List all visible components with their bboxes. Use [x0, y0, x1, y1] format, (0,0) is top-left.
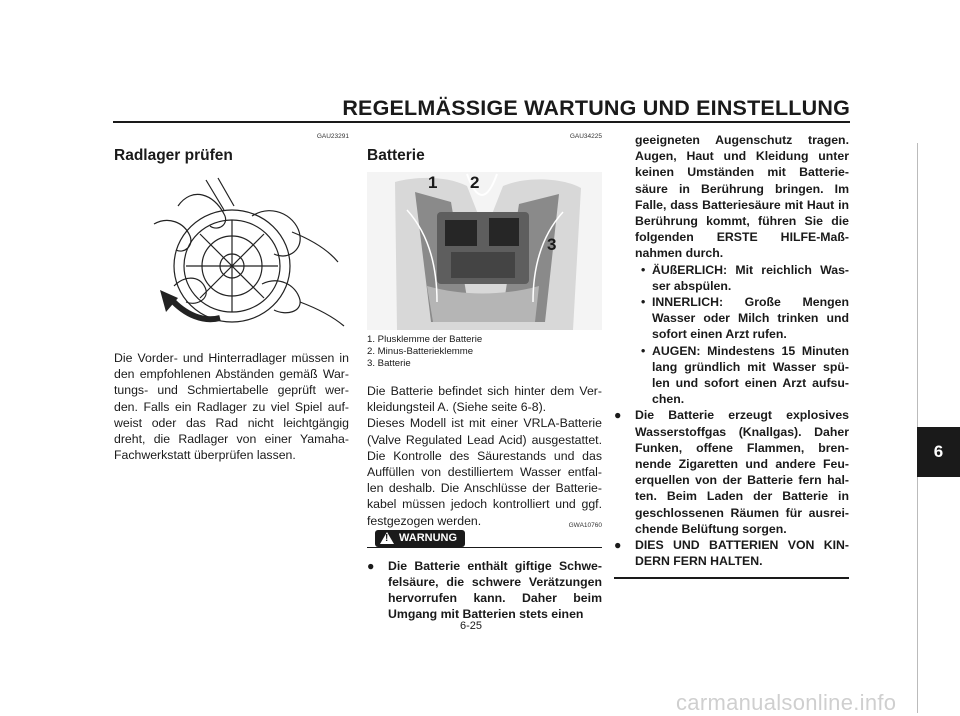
sub-bullet-icon: • — [641, 343, 646, 358]
page-header-title: REGELMÄSSIGE WARTUNG UND EINSTELLUNG — [342, 96, 850, 120]
chapter-tab[interactable]: 6 — [917, 427, 960, 477]
wheel-hand-drawing — [114, 166, 349, 346]
wheel-bearing-illustration — [114, 166, 349, 346]
warning-subitem-1: • ÄUßERLICH: Mit reichlich Was-ser abspülen. — [641, 262, 849, 293]
warning-item-2: ● Die Batterie erzeugt explosives Wasserstoffgas (Knallgas). Daher Funken, offene Flammen, bren-nende Zigaretten und andere Feu-erquellen von der Batterie fern hal-ten. Beim Laden der Batterie in geschlossenen Räumen für ausrei-chende Belüftung sorgen. — [614, 408, 849, 536]
bullet-icon: ● — [614, 538, 622, 553]
warning-rule — [367, 547, 602, 549]
caption-3: 3. Batterie — [367, 358, 411, 369]
bullet-icon: ● — [614, 408, 622, 423]
section-title: Radlager prüfen — [114, 147, 233, 164]
warning-item-1-cont-text: geeigneten Augenschutz tragen. Augen, Haut und Kleidung unter keinen Umständen mit Batterie-säure in Berührung bringen. Im Falle, dass Batteriesäure mit Haut in Berührung kommt, führen Sie die folgenden ERSTE HILFE-Maß-nahmen durch. — [635, 133, 849, 261]
warning-item-1-continued — [614, 132, 849, 262]
warning-header — [367, 521, 602, 552]
warning-item-1-text: Die Batterie enthält giftige Schwe-felsäure, die schwere Verätzungen hervorrufen kann. Daher beim Umgang mit Batterien stets einen — [388, 558, 602, 622]
sub-bullet-icon: • — [641, 262, 646, 277]
callout-2: 2 — [470, 173, 480, 192]
callout-1: 1 — [428, 173, 438, 192]
figure-captions — [367, 334, 602, 370]
warning-end-rule — [614, 577, 849, 579]
warning-code: GWA10760 — [568, 521, 602, 529]
caption-2: 2. Minus-Batterieklemme — [367, 346, 474, 357]
warning-item-1 — [367, 558, 602, 623]
warning-subitem-2: • INNERLICH: Große Mengen Wasser oder Milch trinken und sofort einen Arzt rufen. — [641, 295, 849, 342]
warning-item-3: ● DIES UND BATTERIEN VON KIN-DERN FERN HALTEN. — [614, 538, 849, 569]
battery-location-text: Die Batterie befindet sich hinter dem Ver-kleidungsteil A. (Siehe seite 6-8). — [367, 384, 602, 415]
bullet-icon: ● — [367, 558, 375, 573]
sub-bullet-icon: • — [641, 295, 646, 310]
battery-photo-drawing — [367, 172, 602, 330]
column-wheel-bearings — [114, 128, 349, 463]
column-battery — [367, 128, 602, 623]
warning-subitem-3: • AUGEN: Mindestens 15 Minuten lang gründlich mit Wasser spü-len und sofort einen Arzt aufsu-chen. — [641, 343, 849, 407]
watermark: carmanualsonline.info — [676, 690, 897, 715]
warning-badge: ! WARNUNG — [375, 530, 465, 547]
caption-1: 1. Plusklemme der Batterie — [367, 334, 483, 345]
wheel-bearing-text: Die Vorder- und Hinterradlager müssen in den empfohlenen Abständen gemäß War-tungs- und Schmiertabelle geprüft wer-den. Falls ein Radlager zu viel Spiel auf-weist oder das Rad nicht leichtgängig dreht, die Radlager von einer Yamaha-Fachwerkstatt überprüfen lassen. — [114, 351, 349, 463]
warning-label: WARNUNG — [399, 531, 458, 544]
battery-vrla-text: Dieses Modell ist mit einer VRLA-Batterie (Valve Regulated Lead Acid) ausgestattet. Die Kontrolle des Säurestands und das Auffüllen von destilliertem Wasser entfal-len deshalb. Die Anschlüsse der Batterie-kabel müssen jedoch kontrolliert und ggf. festgezogen werden. — [367, 416, 602, 528]
section-title: Batterie — [367, 147, 425, 164]
column-warning-continued — [614, 132, 849, 579]
callout-3: 3 — [547, 235, 557, 254]
section-code: GAU23291 — [316, 133, 349, 140]
header-rule — [113, 121, 850, 123]
battery-photo — [367, 172, 602, 330]
section-code: GAU34225 — [569, 133, 602, 140]
page-number: 6-25 — [460, 620, 483, 632]
